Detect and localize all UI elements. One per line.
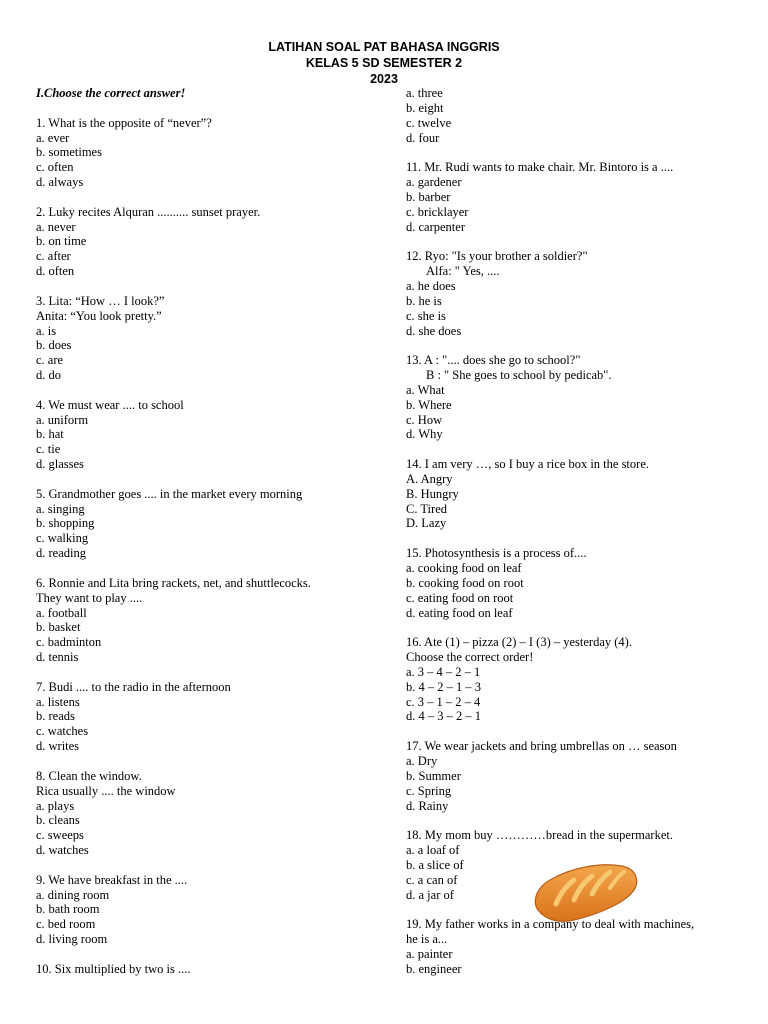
answer-option: b. Where bbox=[406, 397, 452, 412]
answer-option: b. he is bbox=[406, 293, 442, 308]
question-text: 9. We have breakfast in the .... bbox=[36, 872, 188, 887]
answer-option: b. Summer bbox=[406, 768, 461, 783]
answer-option: c. are bbox=[36, 353, 64, 368]
worksheet-header bbox=[0, 39, 768, 87]
answer-option: a. uniform bbox=[36, 412, 89, 427]
question-block bbox=[406, 635, 736, 724]
answer-option: c. eating food on root bbox=[406, 590, 514, 605]
answer-option: a. is bbox=[36, 323, 57, 338]
answer-option: b. bath room bbox=[36, 902, 100, 917]
answer-option: d. she does bbox=[406, 323, 462, 338]
question-block bbox=[36, 398, 376, 472]
question-text: 1. What is the opposite of “never”? bbox=[36, 115, 212, 130]
answer-option: d. writes bbox=[36, 739, 80, 754]
question-block bbox=[36, 873, 376, 947]
answer-option: b. 4 – 2 – 1 – 3 bbox=[406, 679, 481, 694]
bread-icon bbox=[530, 858, 640, 924]
question-text: 10. Six multiplied by two is .... bbox=[36, 961, 191, 976]
answer-option: d. do bbox=[36, 368, 61, 383]
question-text: Rica usually .... the window bbox=[36, 783, 176, 798]
answer-option: d. eating food on leaf bbox=[406, 605, 513, 620]
answer-option: D. Lazy bbox=[406, 516, 447, 531]
answer-option: a. plays bbox=[36, 798, 75, 813]
answer-option: b. shopping bbox=[36, 516, 95, 531]
question-block bbox=[36, 962, 376, 977]
question-block bbox=[36, 680, 376, 754]
answer-option: b. barber bbox=[406, 189, 451, 204]
answer-option: b. does bbox=[36, 338, 72, 353]
answer-option: c. tie bbox=[36, 442, 61, 457]
question-text: 8. Clean the window. bbox=[36, 768, 142, 783]
answer-option: d. four bbox=[406, 130, 440, 145]
question-text: 16. Ate (1) – pizza (2) – I (3) – yesterday (4). bbox=[406, 635, 632, 650]
answer-option: d. tennis bbox=[36, 650, 79, 665]
question-text: 7. Budi .... to the radio in the afternoon bbox=[36, 679, 231, 694]
answer-option: c. badminton bbox=[36, 635, 102, 650]
question-block bbox=[406, 546, 736, 620]
question-text: Anita: “You look pretty.” bbox=[36, 308, 162, 323]
answer-option: a. listens bbox=[36, 694, 80, 709]
question-block bbox=[406, 917, 736, 976]
question-block bbox=[36, 769, 376, 858]
question-block bbox=[36, 294, 376, 383]
question-text: 18. My mom buy …………bread in the supermarket. bbox=[406, 828, 673, 843]
question-text: Choose the correct order! bbox=[406, 650, 534, 665]
answer-option: d. living room bbox=[36, 932, 108, 947]
answer-option: A. Angry bbox=[406, 471, 453, 486]
question-text: 19. My father works in a company to deal with machines, bbox=[406, 917, 695, 932]
answer-option: d. reading bbox=[36, 546, 86, 561]
question-block bbox=[406, 160, 736, 234]
question-text: 12. Ryo: "Is your brother a soldier?" bbox=[406, 249, 588, 264]
question-block bbox=[36, 116, 376, 190]
answer-option: d. always bbox=[36, 175, 84, 190]
question-block bbox=[36, 205, 376, 279]
header-class: KELAS 5 SD SEMESTER 2 bbox=[305, 56, 463, 70]
question-block bbox=[406, 353, 736, 442]
answer-option: d. watches bbox=[36, 843, 89, 858]
answer-option: a. dining room bbox=[36, 887, 110, 902]
answer-option: c. walking bbox=[36, 531, 89, 546]
question-text: 5. Grandmother goes .... in the market every morning bbox=[36, 486, 303, 501]
answer-option: d. 4 – 3 – 2 – 1 bbox=[406, 709, 481, 724]
question-text: 11. Mr. Rudi wants to make chair. Mr. Bintoro is a .... bbox=[406, 160, 674, 175]
answer-option: a. Dry bbox=[406, 753, 438, 768]
question-block bbox=[406, 249, 736, 338]
answer-option: C. Tired bbox=[406, 501, 447, 516]
answer-option: b. cleans bbox=[36, 813, 80, 828]
answer-option: d. Why bbox=[406, 427, 443, 442]
answer-option: b. sometimes bbox=[36, 145, 102, 160]
answer-option: c. How bbox=[406, 412, 443, 427]
instruction: I.Choose the correct answer! bbox=[36, 86, 186, 100]
question-text: 15. Photosynthesis is a process of.... bbox=[406, 546, 587, 561]
question-text: he is a... bbox=[406, 932, 448, 947]
answer-option: a. never bbox=[36, 219, 76, 234]
answer-option: a. football bbox=[36, 605, 87, 620]
answer-option: b. basket bbox=[36, 620, 81, 635]
question-text: 13. A : ".... does she go to school?" bbox=[406, 353, 581, 368]
answer-option: a. What bbox=[406, 382, 445, 397]
answer-option: a. gardener bbox=[406, 175, 462, 190]
right-column bbox=[406, 86, 736, 991]
answer-option: b. reads bbox=[36, 709, 75, 724]
answer-option: a. three bbox=[406, 86, 443, 100]
answer-option: d. a jar of bbox=[406, 887, 454, 902]
answer-option: a. cooking food on leaf bbox=[406, 561, 522, 575]
header-year: 2023 bbox=[370, 72, 398, 86]
answer-option: d. glasses bbox=[36, 457, 84, 472]
answer-option: c. a can of bbox=[406, 872, 458, 887]
question-text: Alfa: " Yes, .... bbox=[426, 264, 500, 279]
answer-option: b. hat bbox=[36, 427, 64, 442]
answer-option: c. she is bbox=[406, 308, 446, 323]
answer-option: a. a loaf of bbox=[406, 843, 460, 858]
left-column bbox=[36, 86, 376, 991]
answer-option: b. engineer bbox=[406, 961, 462, 976]
question-block bbox=[406, 457, 736, 531]
answer-option: a. singing bbox=[36, 501, 85, 516]
question-block bbox=[36, 487, 376, 561]
answer-option: a. he does bbox=[406, 278, 456, 293]
answer-option: c. 3 – 1 – 2 – 4 bbox=[406, 694, 481, 709]
question-text: 4. We must wear .... to school bbox=[36, 397, 184, 412]
answer-option: c. twelve bbox=[406, 115, 452, 130]
answer-option: b. a slice of bbox=[406, 857, 464, 872]
answer-option: b. cooking food on root bbox=[406, 575, 524, 590]
question-text: 17. We wear jackets and bring umbrellas on … season bbox=[406, 739, 677, 754]
question-text: 2. Luky recites Alquran .......... sunset prayer. bbox=[36, 204, 261, 219]
answer-option: a. ever bbox=[36, 130, 70, 145]
question-block bbox=[406, 86, 736, 145]
question-text: 14. I am very …, so I buy a rice box in the store. bbox=[406, 457, 649, 472]
answer-option: c. sweeps bbox=[36, 828, 84, 843]
question-text: 6. Ronnie and Lita bring rackets, net, and shuttlecocks. bbox=[36, 575, 311, 590]
question-text: They want to play .... bbox=[36, 590, 143, 605]
answer-option: c. often bbox=[36, 160, 74, 175]
header-title: LATIHAN SOAL PAT BAHASA INGGRIS bbox=[268, 40, 500, 54]
question-block bbox=[406, 739, 736, 813]
answer-option: c. watches bbox=[36, 724, 89, 739]
answer-option: B. Hungry bbox=[406, 486, 459, 501]
answer-option: a. painter bbox=[406, 946, 453, 961]
question-text: 3. Lita: “How … I look?” bbox=[36, 293, 165, 308]
answer-option: d. Rainy bbox=[406, 798, 449, 813]
question-block bbox=[36, 576, 376, 665]
answer-option: c. bed room bbox=[36, 917, 96, 932]
answer-option: b. eight bbox=[406, 100, 444, 115]
answer-option: b. on time bbox=[36, 234, 87, 249]
answer-option: d. often bbox=[36, 264, 75, 279]
answer-option: c. bricklayer bbox=[406, 204, 469, 219]
answer-option: d. carpenter bbox=[406, 219, 465, 234]
question-text: B : " She goes to school by pedicab". bbox=[426, 368, 612, 383]
answer-option: c. after bbox=[36, 249, 71, 264]
answer-option: a. 3 – 4 – 2 – 1 bbox=[406, 664, 481, 679]
answer-option: c. Spring bbox=[406, 783, 452, 798]
